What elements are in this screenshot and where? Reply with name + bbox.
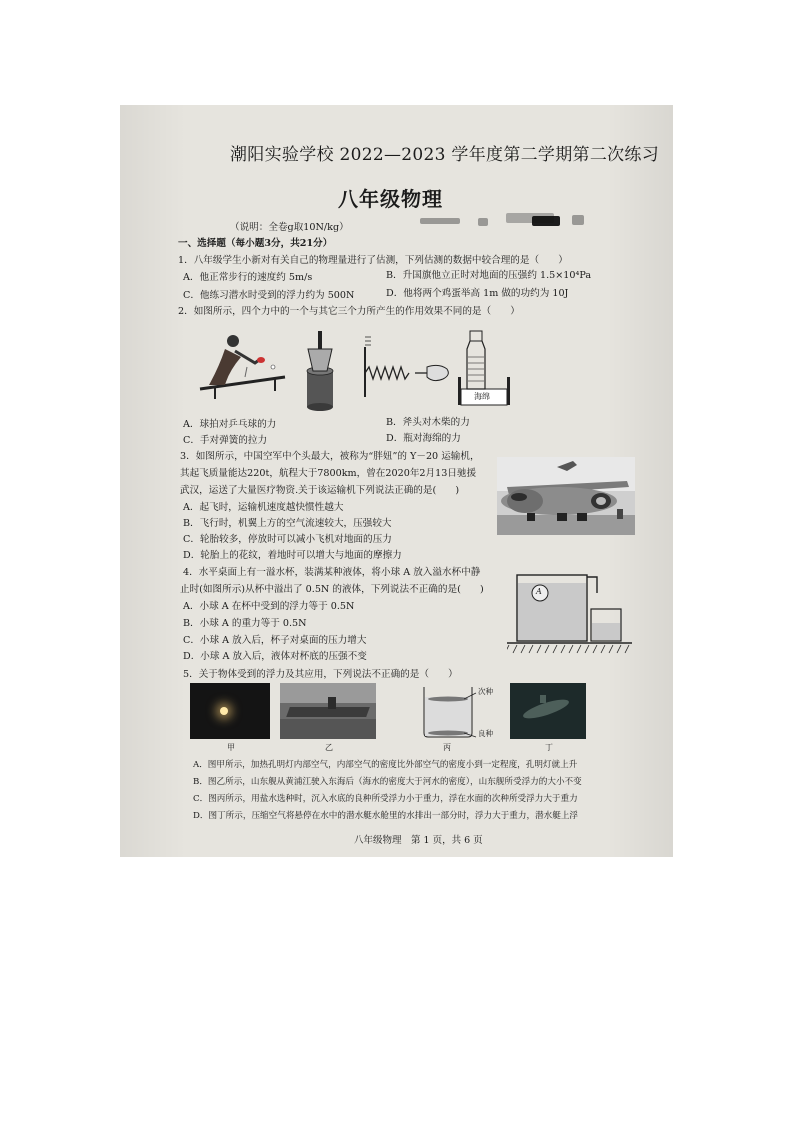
q2-option-a: A．球拍对乒乓球的力 xyxy=(183,419,277,430)
q3-line-1: 3．如图所示，中国空军中个头最大，被称为“胖妞”的 Y－20 运输机， xyxy=(180,451,480,462)
page-footer: 八年级物理 第 1 页，共 6 页 xyxy=(354,835,483,846)
q1-option-a: A．他正常步行的速度约 5m/s xyxy=(183,272,313,283)
q5-option-b: B．图乙所示，山东舰从黄浦江驶入东海后（海水的密度大于河水的密度），山东舰所受浮力的大小不变 xyxy=(193,777,582,787)
spring-and-hand-figure xyxy=(365,337,448,397)
caption-jia: 甲 xyxy=(227,743,235,752)
q3-line-2: 其起飞质量能达220t，航程大于7800km，曾在2020年2月13日驰援 xyxy=(180,468,477,479)
sponge-label: 海绵 xyxy=(474,392,490,401)
q3-option-a: A．起飞时，运输机速度越快惯性越大 xyxy=(183,502,344,513)
q2-figures xyxy=(195,327,515,411)
label-inferior-seeds: 次种 xyxy=(478,687,493,696)
q3-option-d: D．轮胎上的花纹，着地时可以增大与地面的摩擦力 xyxy=(183,550,402,561)
q5-option-c: C．图丙所示，用盐水选种时，沉入水底的良种所受浮力小于重力，浮在水面的次种所受浮力大于重力 xyxy=(193,794,578,804)
q4-option-a: A．小球 A 在杯中受到的浮力等于 0.5N xyxy=(183,601,355,612)
q4-line-2: 止时(如图所示)从杯中溢出了 0.5N 的液体，下列说法不正确的是( ) xyxy=(180,584,484,595)
caption-yi: 乙 xyxy=(325,743,333,752)
ping-pong-player-figure xyxy=(200,335,285,399)
sky-lantern-photo xyxy=(190,683,270,739)
q4-option-d: D．小球 A 放入后，液体对杯底的压强不变 xyxy=(183,651,367,662)
redaction-mark xyxy=(572,215,584,225)
submarine-photo xyxy=(510,683,586,739)
transport-plane-photo xyxy=(497,457,635,535)
q2-option-c: C．手对弹簧的拉力 xyxy=(183,435,268,446)
section-heading: 一、选择题（每小题3分，共21分） xyxy=(178,238,333,249)
q4-line-1: 4．水平桌面上有一溢水杯，装满某种液体，将小球 A 放入溢水杯中静 xyxy=(183,567,481,578)
q1-option-d: D．他将两个鸡蛋举高 1m 做的功约为 10J xyxy=(386,288,569,299)
redaction-mark xyxy=(478,218,488,226)
redaction-mark xyxy=(420,218,460,224)
overflow-cup-figure xyxy=(507,571,632,657)
q2-stem: 2．如图所示，四个力中的一个与其它三个力所产生的作用效果不同的是（ ） xyxy=(178,306,520,317)
caption-ding: 丁 xyxy=(545,743,553,752)
q5-stem: 5．关于物体受到的浮力及其应用，下列说法不正确的是（ ） xyxy=(183,669,458,680)
redaction-mark xyxy=(532,216,560,226)
caption-bing: 丙 xyxy=(443,743,451,752)
q2-option-d: D．瓶对海绵的力 xyxy=(386,433,461,444)
q4-option-b: B．小球 A 的重力等于 0.5N xyxy=(183,618,307,629)
q4-option-c: C．小球 A 放入后，杯子对桌面的压力增大 xyxy=(183,635,367,646)
q3-line-3: 武汉，运送了大量医疗物资.关于该运输机下列说法正确的是( ) xyxy=(180,485,460,496)
ball-label: A xyxy=(536,587,542,596)
subject-heading: 八年级物理 xyxy=(338,187,443,211)
exam-paper-photo xyxy=(120,105,673,857)
q5-option-a: A．图甲所示，加热孔明灯内部空气，内部空气的密度比外部空气的密度小到一定程度，孔明灯就上升 xyxy=(193,760,578,770)
aircraft-carrier-photo xyxy=(280,683,376,739)
label-good-seeds: 良种 xyxy=(478,729,493,738)
exam-title: 潮阳实验学校 2022—2023 学年度第二学期第二次练习 xyxy=(230,145,660,165)
q1-option-c: C．他练习潜水时受到的浮力约为 500N xyxy=(183,290,355,301)
q2-option-b: B．斧头对木柴的力 xyxy=(386,417,470,428)
q3-option-b: B．飞行时，机翼上方的空气流速较大，压强较大 xyxy=(183,518,392,529)
axe-and-log-figure xyxy=(307,331,333,411)
q3-option-c: C．轮胎较多，停放时可以减小飞机对地面的压力 xyxy=(183,534,392,545)
exam-note: （说明：全卷g取10N/kg） xyxy=(230,222,349,233)
q5-option-d: D．图丁所示，压缩空气将悬停在水中的潜水艇水舱里的水排出一部分时，浮力大于重力，潜水艇上浮 xyxy=(193,811,579,821)
q1-stem: 1．八年级学生小新对有关自己的物理量进行了估测，下列估测的数据中较合理的是（ ） xyxy=(178,255,568,266)
q1-option-b: B．升国旗他立正时对地面的压强约 1.5×10⁴Pa xyxy=(386,270,592,281)
